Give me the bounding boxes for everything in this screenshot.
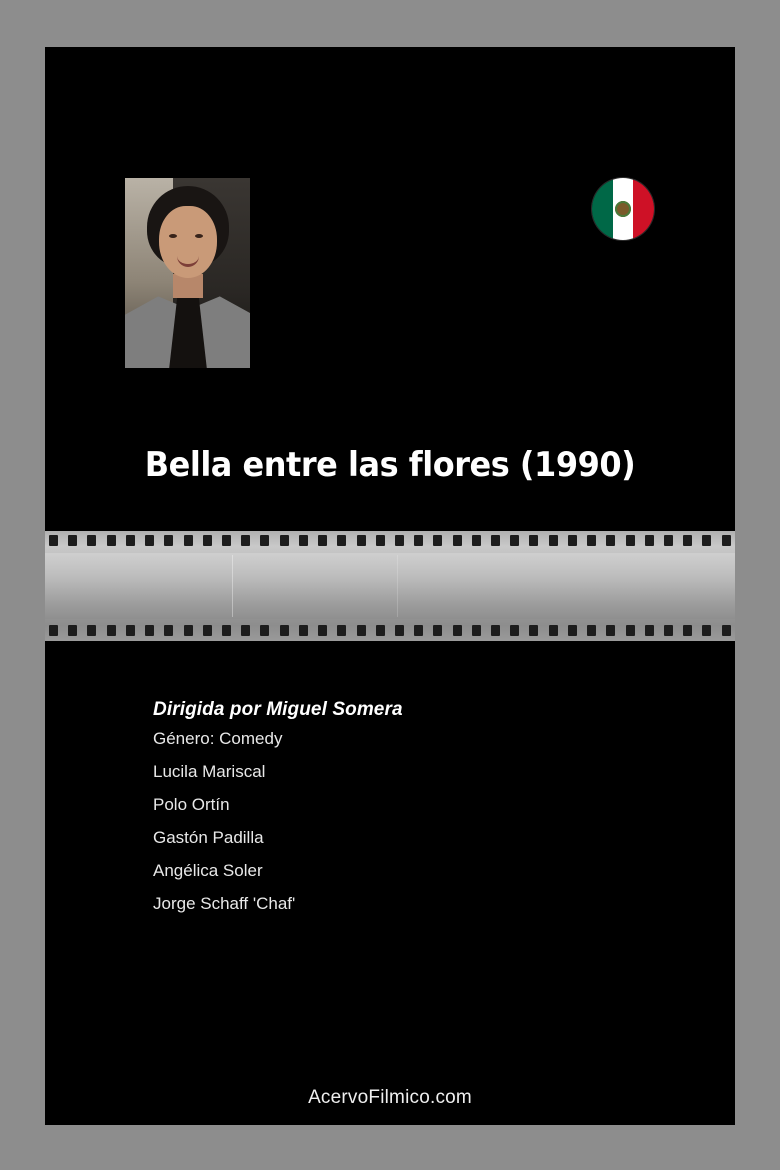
perforation bbox=[722, 535, 731, 546]
perforation bbox=[702, 625, 711, 636]
perforation bbox=[491, 625, 500, 636]
filmstrip-scratch bbox=[232, 555, 233, 617]
perforation bbox=[453, 625, 462, 636]
portrait-face bbox=[159, 206, 217, 278]
perforation bbox=[299, 625, 308, 636]
watermark-text: AcervoFilmico.com bbox=[308, 1087, 472, 1108]
genre-credit: Género: Comedy bbox=[153, 729, 283, 748]
perforation bbox=[299, 535, 308, 546]
perforation bbox=[587, 625, 596, 636]
perforation bbox=[414, 535, 423, 546]
perforation bbox=[376, 625, 385, 636]
perforation bbox=[49, 535, 58, 546]
cast-member: Angélica Soler bbox=[153, 861, 263, 880]
perforation bbox=[184, 625, 193, 636]
perforation bbox=[376, 535, 385, 546]
perforation bbox=[568, 535, 577, 546]
perforation bbox=[126, 625, 135, 636]
perforation bbox=[241, 535, 250, 546]
perforation bbox=[549, 625, 558, 636]
perforation bbox=[702, 535, 711, 546]
poster-top-panel bbox=[45, 47, 735, 531]
filmstrip-perforations-bottom bbox=[45, 625, 735, 637]
perforation bbox=[606, 535, 615, 546]
perforation bbox=[472, 625, 481, 636]
poster-credits-panel bbox=[45, 641, 735, 1125]
perforation bbox=[241, 625, 250, 636]
cast-member: Polo Ortín bbox=[153, 795, 230, 814]
perforation bbox=[145, 625, 154, 636]
perforation bbox=[145, 535, 154, 546]
perforation bbox=[260, 625, 269, 636]
cast-member: Jorge Schaff 'Chaf' bbox=[153, 894, 296, 913]
perforation bbox=[395, 625, 404, 636]
perforation bbox=[87, 625, 96, 636]
perforation bbox=[472, 535, 481, 546]
perforation bbox=[357, 625, 366, 636]
perforation bbox=[337, 535, 346, 546]
movie-poster bbox=[45, 47, 735, 1125]
actress-portrait-image bbox=[125, 178, 250, 368]
perforation bbox=[664, 625, 673, 636]
credits-list bbox=[153, 699, 673, 927]
perforation bbox=[68, 535, 77, 546]
perforation bbox=[683, 535, 692, 546]
perforation bbox=[414, 625, 423, 636]
flag-stripe-green bbox=[592, 178, 613, 240]
perforation bbox=[433, 625, 442, 636]
portrait-eye-right bbox=[195, 234, 203, 238]
perforation bbox=[184, 535, 193, 546]
perforation bbox=[549, 535, 558, 546]
portrait-eye-left bbox=[169, 234, 177, 238]
perforation bbox=[318, 625, 327, 636]
filmstrip-surface bbox=[45, 553, 735, 619]
perforation bbox=[203, 535, 212, 546]
perforation bbox=[722, 625, 731, 636]
perforation bbox=[433, 535, 442, 546]
perforation bbox=[395, 535, 404, 546]
perforation bbox=[107, 625, 116, 636]
perforation bbox=[568, 625, 577, 636]
perforation bbox=[606, 625, 615, 636]
perforation bbox=[664, 535, 673, 546]
page-title: Bella entre las flores (1990) bbox=[144, 445, 636, 485]
perforation bbox=[222, 535, 231, 546]
perforation bbox=[107, 535, 116, 546]
perforation bbox=[587, 535, 596, 546]
filmstrip-divider bbox=[45, 531, 735, 641]
cast-member: Lucila Mariscal bbox=[153, 762, 266, 781]
perforation bbox=[318, 535, 327, 546]
perforation bbox=[260, 535, 269, 546]
perforation bbox=[280, 625, 289, 636]
perforation bbox=[164, 535, 173, 546]
perforation bbox=[222, 625, 231, 636]
perforation bbox=[529, 625, 538, 636]
flag-emblem-icon bbox=[615, 201, 631, 217]
filmstrip-scratch bbox=[397, 555, 398, 617]
perforation bbox=[357, 535, 366, 546]
perforation bbox=[68, 625, 77, 636]
perforation bbox=[203, 625, 212, 636]
perforation bbox=[491, 535, 500, 546]
perforation bbox=[280, 535, 289, 546]
perforation bbox=[529, 535, 538, 546]
perforation bbox=[645, 535, 654, 546]
mexico-flag-icon bbox=[592, 178, 654, 240]
perforation bbox=[626, 625, 635, 636]
filmstrip-perforations-top bbox=[45, 535, 735, 547]
cast-member: Gastón Padilla bbox=[153, 828, 264, 847]
perforation bbox=[453, 535, 462, 546]
perforation bbox=[683, 625, 692, 636]
flag-stripe-red bbox=[633, 178, 654, 240]
perforation bbox=[126, 535, 135, 546]
perforation bbox=[87, 535, 96, 546]
perforation bbox=[645, 625, 654, 636]
perforation bbox=[337, 625, 346, 636]
director-credit: Dirigida por Miguel Somera bbox=[153, 699, 403, 720]
perforation bbox=[49, 625, 58, 636]
perforation bbox=[164, 625, 173, 636]
perforation bbox=[510, 535, 519, 546]
perforation bbox=[626, 535, 635, 546]
perforation bbox=[510, 625, 519, 636]
